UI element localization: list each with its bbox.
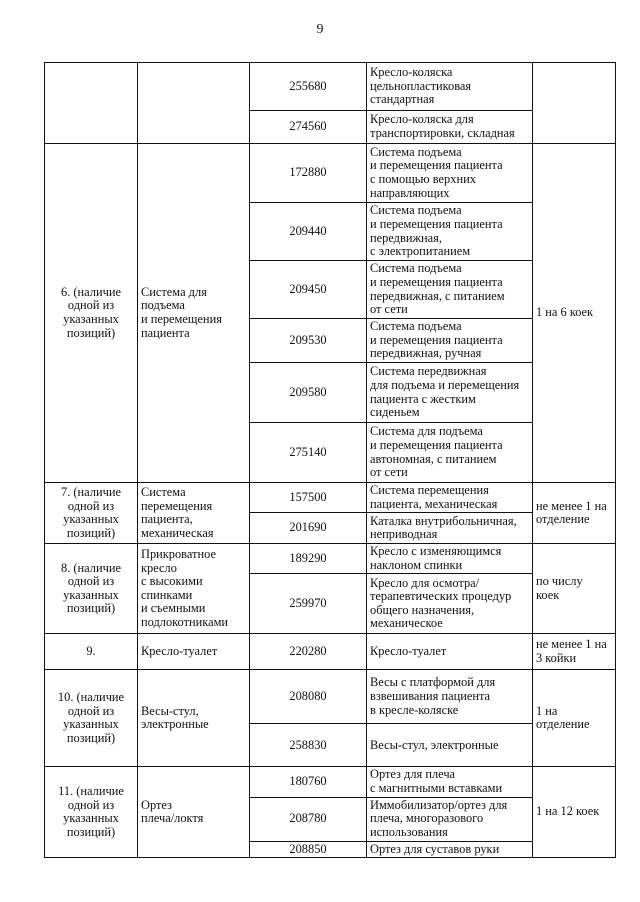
section-number: 11. (наличие одной из указанных позиций) (45, 767, 138, 858)
equipment-table (44, 62, 616, 858)
item-code: 157500 (250, 483, 367, 513)
item-code: 209450 (250, 261, 367, 319)
table-row (45, 144, 616, 203)
section-name (138, 63, 250, 144)
section-number: 9. (45, 634, 138, 670)
item-code: 189290 (250, 544, 367, 574)
section-name: Система перемещения пациента, механическая (138, 483, 250, 544)
section-requirement: по числу коек (533, 544, 616, 634)
item-code: 208080 (250, 670, 367, 724)
item-description: Кресло с изменяющимся наклоном спинки (367, 544, 533, 574)
item-description: Каталка внутрибольничная, неприводная (367, 513, 533, 544)
item-code: 274560 (250, 111, 367, 144)
section-requirement: не менее 1 на 3 койки (533, 634, 616, 670)
section-name: Кресло-туалет (138, 634, 250, 670)
item-description: Кресло-коляска цельнопластиковая стандартная (367, 63, 533, 111)
section-number: 10. (наличие одной из указанных позиций) (45, 670, 138, 767)
section-name: Весы-стул, электронные (138, 670, 250, 767)
item-description: Весы с платформой для взвешивания пациента в кресле-коляске (367, 670, 533, 724)
item-code: 201690 (250, 513, 367, 544)
section-requirement: 1 на отделение (533, 670, 616, 767)
section-number (45, 63, 138, 144)
item-code: 208850 (250, 841, 367, 858)
item-description: Весы-стул, электронные (367, 724, 533, 767)
section-requirement: не менее 1 на отделение (533, 483, 616, 544)
page-number: 9 (316, 22, 324, 37)
item-code: 255680 (250, 63, 367, 111)
item-description: Иммобилизатор/ортез для плеча, многоразового использования (367, 797, 533, 841)
item-description: Система подъема и перемещения пациента передвижная, с электропитанием (367, 203, 533, 261)
section-requirement: 1 на 12 коек (533, 767, 616, 858)
section-name: Прикроватное кресло с высокими спинками и съемными подлокотниками (138, 544, 250, 634)
item-code: 220280 (250, 634, 367, 670)
table-row (45, 634, 616, 670)
item-description: Система для подъема и перемещения пациента автономная, с питанием от сети (367, 423, 533, 483)
section-number: 7. (наличие одной из указанных позиций) (45, 483, 138, 544)
table-row (45, 767, 616, 797)
item-description: Ортез для плеча с магнитными вставками (367, 767, 533, 797)
item-description: Система подъема и перемещения пациента с помощью верхних направляющих (367, 144, 533, 203)
item-description: Система подъема и перемещения пациента передвижная, с питанием от сети (367, 261, 533, 319)
item-code: 172880 (250, 144, 367, 203)
item-description: Система перемещения пациента, механическая (367, 483, 533, 513)
item-code: 275140 (250, 423, 367, 483)
item-code: 209580 (250, 363, 367, 423)
section-requirement (533, 63, 616, 144)
section-number: 8. (наличие одной из указанных позиций) (45, 544, 138, 634)
table-row (45, 483, 616, 513)
item-code: 180760 (250, 767, 367, 797)
item-description: Кресло-туалет (367, 634, 533, 670)
item-code: 259970 (250, 574, 367, 634)
item-description: Система передвижная для подъема и перемещения пациента с жестким сиденьем (367, 363, 533, 423)
item-description: Ортез для суставов руки (367, 841, 533, 858)
table-row (45, 670, 616, 724)
item-code: 209440 (250, 203, 367, 261)
section-requirement: 1 на 6 коек (533, 144, 616, 483)
table-row (45, 544, 616, 574)
section-name: Ортез плеча/локтя (138, 767, 250, 858)
item-code: 258830 (250, 724, 367, 767)
item-code: 209530 (250, 319, 367, 363)
item-description: Кресло-коляска для транспортировки, складная (367, 111, 533, 144)
item-code: 208780 (250, 797, 367, 841)
section-number: 6. (наличие одной из указанных позиций) (45, 144, 138, 483)
item-description: Кресло для осмотра/ терапевтических процедур общего назначения, механическое (367, 574, 533, 634)
section-name: Система для подъема и перемещения пациента (138, 144, 250, 483)
item-description: Система подъема и перемещения пациента передвижная, ручная (367, 319, 533, 363)
table-row (45, 63, 616, 111)
